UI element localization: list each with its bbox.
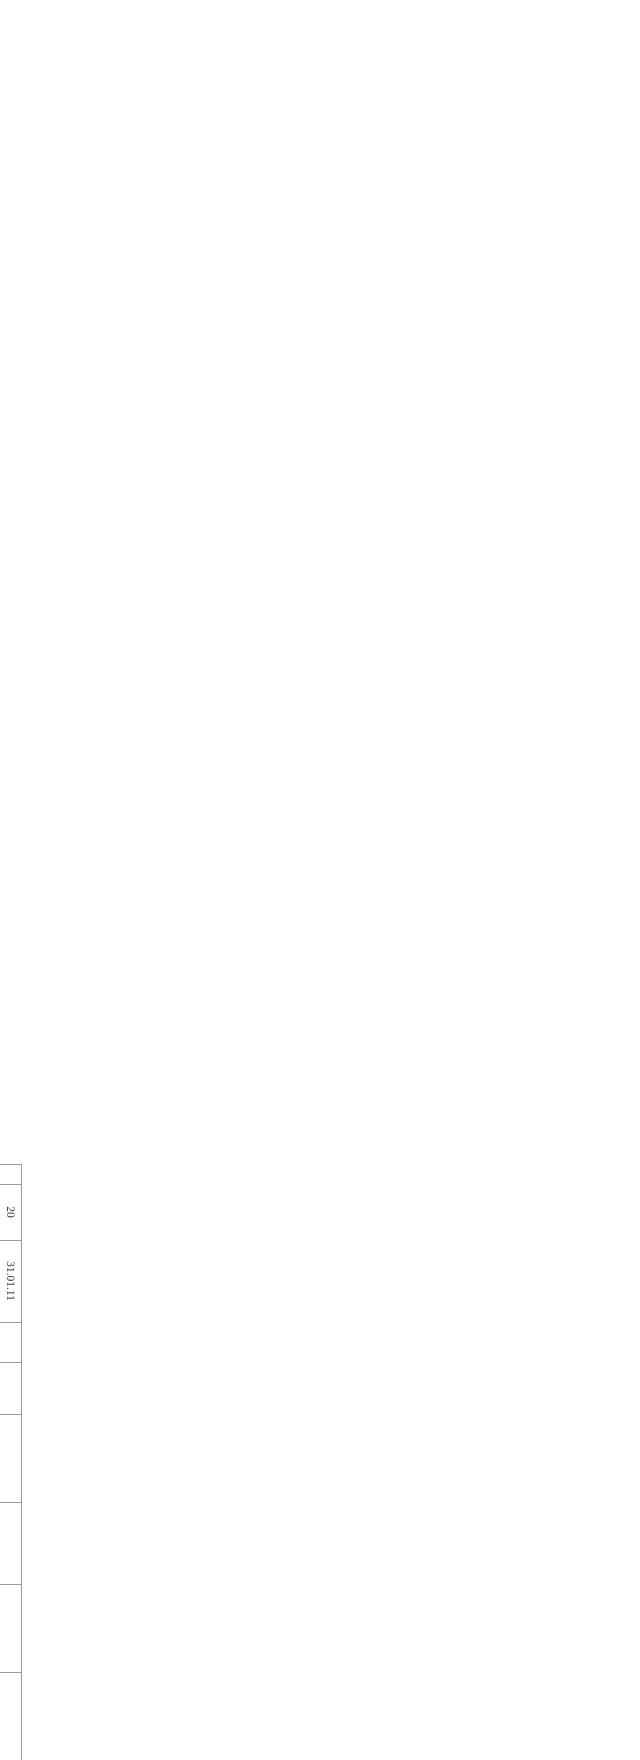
- column-divider: [0, 1164, 22, 1165]
- column-divider: [0, 1362, 22, 1363]
- column-divider: [0, 1502, 22, 1503]
- column-divider: [0, 1322, 22, 1323]
- column-divider: [0, 1414, 22, 1415]
- column-divider: [0, 1584, 22, 1585]
- row-number-cell: 20: [4, 1206, 16, 1218]
- rotated-table: [0, 1164, 22, 1760]
- code-cell: 31.01.11: [4, 1261, 16, 1301]
- row-divider: [21, 1164, 22, 1760]
- column-divider: [0, 1672, 22, 1673]
